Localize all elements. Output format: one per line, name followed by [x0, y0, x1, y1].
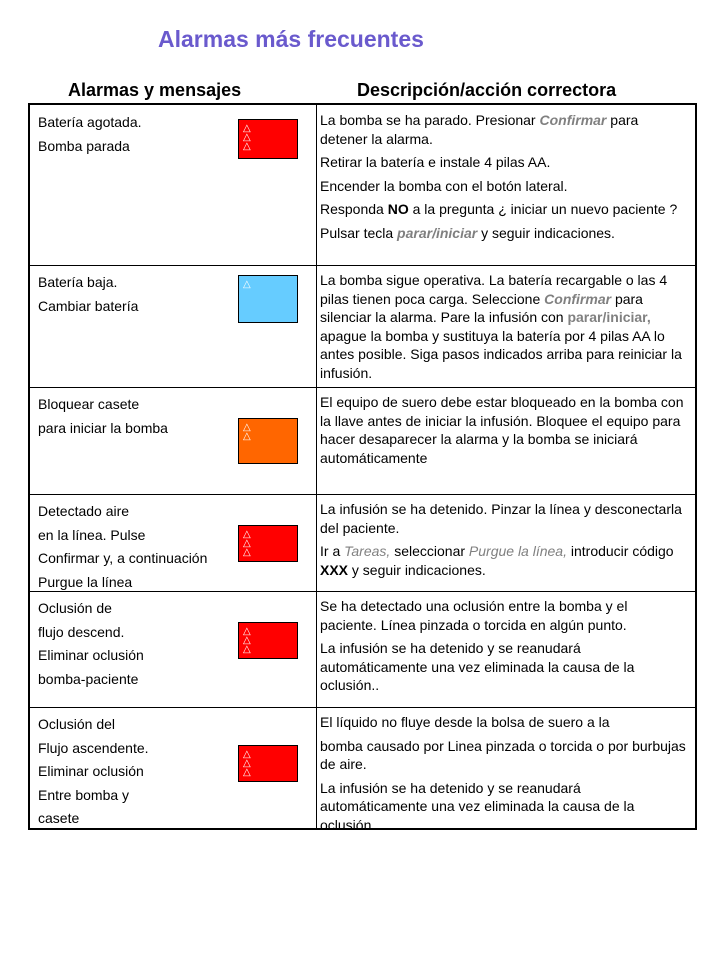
- alarm-triangle-icon: △: [243, 538, 251, 549]
- alarm-description: Se ha detectado una oclusión entre la bomba y el paciente. Línea pinzada o torcida en algún punto. La infusión se ha detenido y se reanudará automáticamente una vez eliminada la causa de la oclusión..: [320, 598, 635, 693]
- alarm-indicator-red: [238, 525, 298, 562]
- alarm-message: Batería agotada. Bomba parada: [38, 114, 142, 154]
- alarm-message: Bloquear casete para iniciar la bomba: [38, 396, 168, 436]
- alarm-triangle-icon: △: [243, 767, 251, 778]
- table-row-bloquear-casete: [30, 387, 695, 495]
- alarm-indicator-orange: [238, 418, 298, 464]
- alarm-triangle-icon: △: [243, 132, 251, 143]
- table-row-oclusion-descend: [30, 591, 695, 708]
- alarm-message: Oclusión del Flujo ascendente. Eliminar oclusión Entre bomba y casete: [38, 716, 149, 826]
- page-title: Alarmas más frecuentes: [158, 26, 424, 52]
- alarm-description: El equipo de suero debe estar bloqueado en la bomba con la llave antes de iniciar la infusión. Bloquee el equipo para hacer desaparecer la alarma y la bomba se iniciará automáticamente: [320, 394, 684, 466]
- alarm-triangle-icon: △: [243, 422, 251, 433]
- alarm-description: La bomba sigue operativa. La batería recargable o las 4 pilas tienen poca carga. Seleccione Confirmar para silenciar la alarma. Pare la infusión con parar/iniciar, apague la bomba y sustituya la batería por 4 pilas AA lo antes posible. Siga pasos indicados arriba para reiniciar la infusión.: [320, 272, 682, 381]
- alarm-triangle-icon: △: [243, 758, 251, 769]
- alarm-indicator-red: [238, 119, 298, 159]
- alarm-triangle-icon: △: [243, 123, 251, 134]
- alarm-description: El líquido no fluye desde la bolsa de suero a la bomba causado por Linea pinzada o torcida o por burbujas de aire. La infusión se ha detenido y se reanudará automáticamente una vez eliminada la causa de la oclusión..: [320, 714, 686, 833]
- alarms-table: [28, 103, 697, 833]
- alarm-indicator-red: [238, 745, 298, 782]
- table-row-detectado-aire: [30, 494, 695, 592]
- alarm-triangle-icon: △: [243, 529, 251, 540]
- alarm-triangle-icon: △: [243, 644, 251, 655]
- alarm-description: La bomba se ha parado. Presionar Confirmar para detener la alarma. Retirar la batería e instale 4 pilas AA. Encender la bomba con el botón lateral. Responda NO a la pregunta ¿ iniciar un nuevo paciente ? Pulsar tecla parar/iniciar y seguir indicaciones.: [320, 112, 678, 241]
- table-row-bateria-agotada: [30, 105, 695, 266]
- alarm-message: Batería baja. Cambiar batería: [38, 274, 139, 314]
- alarm-description: La infusión se ha detenido. Pinzar la línea y desconectarla del paciente. Ir a Tareas, seleccionar Purgue la línea, introducir código XXX y seguir indicaciones.: [320, 501, 682, 578]
- alarm-message: Detectado aire en la línea. Pulse Confirmar y, a continuación Purgue la línea: [38, 503, 208, 590]
- alarm-triangle-icon: △: [243, 141, 251, 152]
- alarm-message: Oclusión de flujo descend. Eliminar oclusión bomba-paciente: [38, 600, 144, 687]
- alarm-triangle-icon: △: [243, 626, 251, 637]
- alarm-indicator-red: [238, 622, 298, 659]
- column-header-alarms: Alarmas y mensajes: [68, 80, 242, 100]
- alarm-triangle-icon: △: [243, 749, 251, 760]
- alarm-triangle-icon: △: [243, 547, 251, 558]
- alarm-triangle-icon: △: [243, 431, 251, 442]
- alarm-triangle-icon: △: [243, 635, 251, 646]
- table-row-oclusion-ascend: [30, 707, 695, 833]
- column-header-description: Descripción/acción correctora: [357, 80, 617, 100]
- alarm-triangle-icon: △: [243, 279, 251, 290]
- alarm-indicator-blue: [238, 275, 298, 323]
- table-row-bateria-baja: [30, 265, 695, 388]
